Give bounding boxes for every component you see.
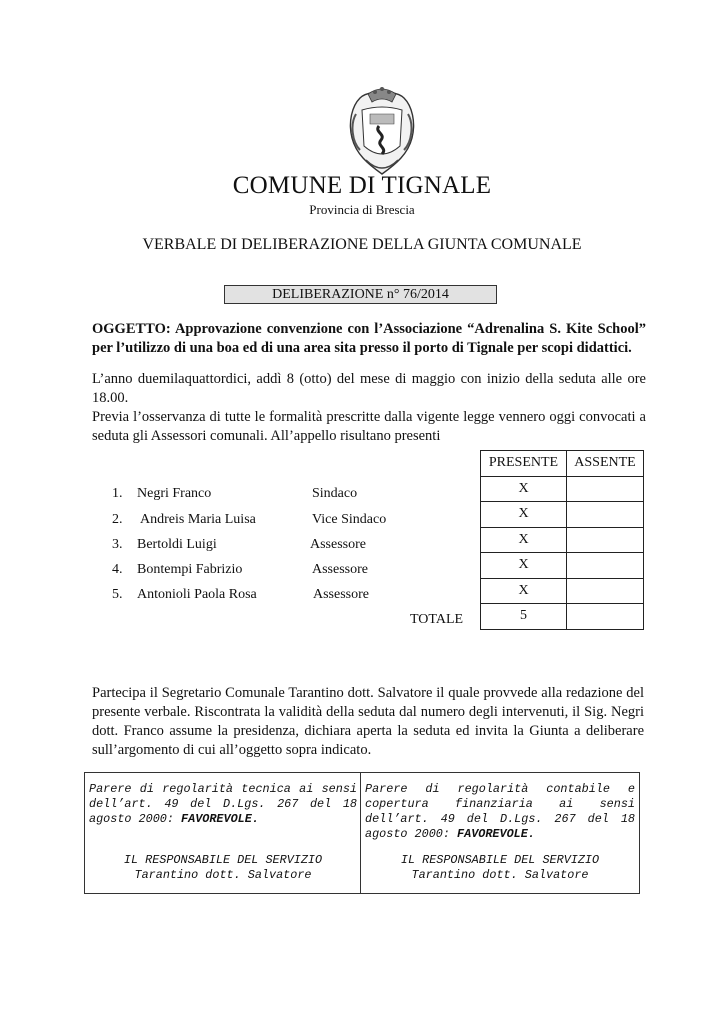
- member-name: Negri Franco: [137, 486, 212, 501]
- intro-convocation-paragraph: Previa l’osservanza di tutte le formalità prescritte dalla vigente legge vennero oggi convocati a seduta gli Assessori comunali. All’appello risultano presenti: [92, 409, 646, 444]
- col-header-assente: ASSENTE: [567, 451, 644, 477]
- member-name: Andreis Maria Luisa: [140, 512, 256, 527]
- municipal-crest-icon: [346, 84, 418, 180]
- member-role: Vice Sindaco: [312, 512, 387, 527]
- parere-contabile: [365, 773, 635, 893]
- assente-cell: [567, 476, 644, 502]
- deliberation-number-box: DELIBERAZIONE n° 76/2014: [224, 285, 497, 304]
- intro-text: [92, 370, 646, 446]
- participation-paragraph: Partecipa il Segretario Comunale Tarantino dott. Salvatore il quale provvede alla redazione del presente verbale. Riscontrata la validità della seduta dal numero degli intervenuti, il Sig. Negri dott. Franco assume la presidenza, dichiara aperta la seduta ed invita la Giunta a deliberare sull’argomento di cui all’oggetto sopra indicato.: [92, 685, 644, 758]
- col-header-presente: PRESENTE: [481, 451, 567, 477]
- pareri-divider: [360, 773, 361, 893]
- member-number: 5.: [112, 587, 123, 602]
- page-title: COMUNE DI TIGNALE: [232, 172, 492, 199]
- responsabile-label: IL RESPONSABILE DEL SERVIZIO: [400, 853, 600, 867]
- member-number: 2.: [112, 512, 123, 527]
- pareri-box: [84, 772, 640, 894]
- member-number: 4.: [112, 562, 123, 577]
- intro-date-paragraph: L’anno duemilaquattordici, addì 8 (otto) del mese di maggio con inizio della seduta alle ore 18.00.: [92, 371, 646, 406]
- table-header-row: [481, 451, 644, 477]
- member-name: Bertoldi Luigi: [137, 537, 217, 552]
- presente-cell: X: [481, 578, 567, 604]
- responsabile-name: Tarantino dott. Salvatore: [411, 868, 589, 882]
- table-row: [481, 553, 644, 579]
- table-row: [481, 476, 644, 502]
- parere-tecnico-esito: FAVOREVOLE.: [181, 812, 259, 826]
- responsabile-label: IL RESPONSABILE DEL SERVIZIO: [123, 853, 323, 867]
- attendance-table: [480, 450, 644, 630]
- table-row: [481, 527, 644, 553]
- presente-cell: X: [481, 502, 567, 528]
- table-total-row: [481, 604, 644, 630]
- parere-contabile-esito: FAVOREVOLE.: [457, 827, 535, 841]
- presente-cell: X: [481, 527, 567, 553]
- assente-cell: [567, 502, 644, 528]
- subject-paragraph: OGGETTO: Approvazione convenzione con l’Associazione “Adrenalina S. Kite School” per l’utilizzo di una boa ed di una area sita presso il porto di Tignale per scopi didattici.: [92, 321, 646, 356]
- member-role: Assessore: [310, 537, 366, 552]
- member-role: Assessore: [312, 562, 368, 577]
- assente-cell: [567, 578, 644, 604]
- assente-cell: [567, 553, 644, 579]
- totale-label: TOTALE: [410, 612, 464, 627]
- parere-tecnico: [89, 773, 357, 893]
- presente-cell: X: [481, 553, 567, 579]
- totale-assente-cell: [567, 604, 644, 630]
- member-number: 3.: [112, 537, 123, 552]
- member-number: 1.: [112, 486, 123, 501]
- verbale-heading: VERBALE DI DELIBERAZIONE DELLA GIUNTA COMUNALE: [142, 236, 582, 253]
- province-label: Provincia di Brescia: [309, 202, 415, 217]
- parere-contabile-signature: [365, 853, 635, 883]
- table-row: [481, 578, 644, 604]
- parere-contabile-body: Parere di regolarità contabile e copertura finanziaria ai sensi dell’art. 49 del D.Lgs. 267 del 18 agosto 2000:: [365, 782, 635, 841]
- member-name: Bontempi Fabrizio: [137, 562, 243, 577]
- parere-tecnico-text: [89, 782, 357, 827]
- member-role: Sindaco: [312, 486, 358, 501]
- member-role: Assessore: [313, 587, 369, 602]
- parere-tecnico-body: Parere di regolarità tecnica ai sensi dell’art. 49 del D.Lgs. 267 del 18 agosto 2000:: [89, 782, 357, 826]
- responsabile-name: Tarantino dott. Salvatore: [134, 868, 312, 882]
- parere-tecnico-signature: [89, 853, 357, 883]
- assente-cell: [567, 527, 644, 553]
- parere-contabile-text: [365, 782, 635, 842]
- presente-cell: X: [481, 476, 567, 502]
- table-row: [481, 502, 644, 528]
- member-name: Antonioli Paola Rosa: [137, 587, 257, 602]
- totale-presente-cell: 5: [481, 604, 567, 630]
